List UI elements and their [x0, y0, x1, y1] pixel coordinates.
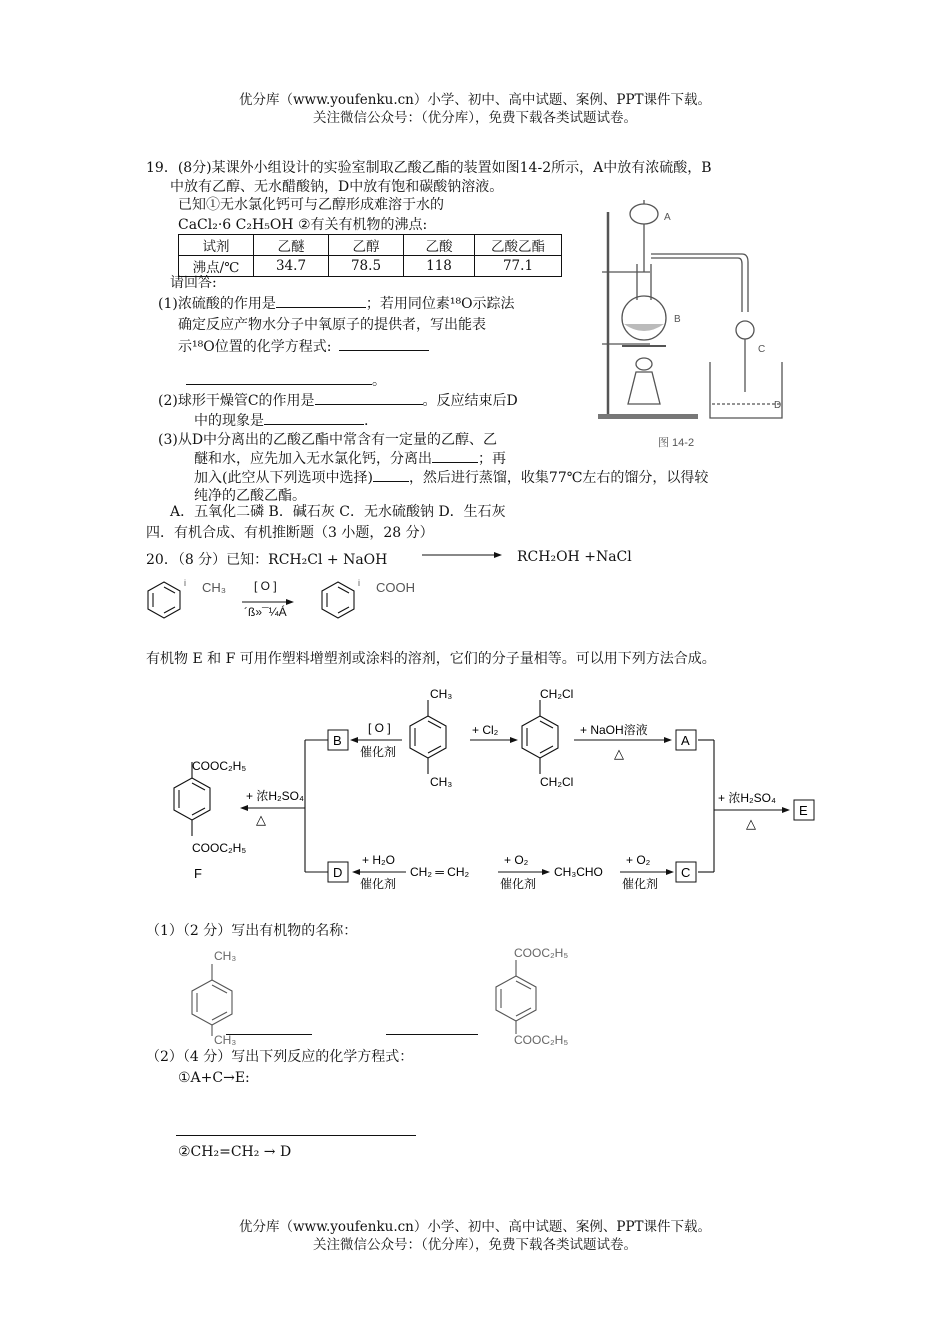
answer-blank[interactable] [432, 448, 478, 463]
bottom-ch2cl: CH₂Cl [540, 775, 574, 789]
table-cell: 78.5 [329, 256, 404, 277]
q19-part3-c: ；再 [478, 451, 506, 467]
answer-blank[interactable] [264, 410, 364, 425]
box-a: A [681, 733, 690, 748]
methyl-group: CH₃ [202, 580, 227, 595]
q19-part1-line1 [158, 293, 515, 313]
box-b: B [333, 733, 342, 748]
table-cell: 118 [404, 256, 475, 277]
structure-top-ch3: CH₃ [214, 949, 237, 963]
q19-part1-a: (1)浓硫酸的作用是 [158, 296, 276, 312]
carboxyl-group: COOH [376, 580, 415, 595]
q19-line-2: 中放有乙醇、无水醋酸钠，D中放有饱和碳酸钠溶液。 [170, 179, 504, 195]
figure-caption: 图 14-2 [658, 437, 695, 449]
answer-blank[interactable] [226, 1020, 312, 1035]
right-mark: i [358, 578, 360, 588]
q19-part3-e: ，然后进行蒸馏，收集77℃左右的馏分，以得较 [408, 470, 709, 486]
arrow-icon [420, 548, 504, 562]
heat-icon: △ [746, 816, 756, 831]
q20-equation-1: ①A+C→E: [178, 1070, 250, 1086]
q19-known-1: 已知①无水氯化钙可与乙醇形成难溶于水的 [178, 197, 444, 213]
q19-part1-d: 示¹⁸O位置的化学方程式: [178, 339, 332, 355]
q19-part2-d: . [364, 413, 369, 429]
xylene-bottom-ch3: CH₃ [430, 775, 453, 789]
oxidant-top: [ O ] [368, 721, 391, 735]
toluene-oxidation-reaction [144, 572, 434, 624]
section-4-title: 四．有机合成、有机推断题（3 小题，28 分） [146, 525, 434, 541]
answer-blank[interactable] [339, 336, 429, 351]
heat-icon: △ [256, 812, 266, 827]
f-label: F [194, 866, 202, 881]
figure-label-b: B [674, 314, 681, 325]
heat-icon: △ [614, 746, 624, 761]
structure-top-ester: COOC₂H₅ [514, 946, 569, 960]
table-header-row [179, 235, 562, 256]
q19-part2-line1 [158, 390, 518, 410]
water-reagent: + H₂O [362, 853, 395, 867]
header-line-1: 优分库（www.youfenku.cn）小学、初中、高中试题、案例、PPT课件下载。 [238, 92, 712, 108]
q19-options: A．五氧化二磷 B．碱石灰 C．无水硫酸钠 D．生石灰 [170, 504, 506, 520]
q19-part2-a: (2)球形干燥管C的作用是 [158, 393, 315, 409]
boiling-point-table [178, 234, 562, 277]
figure-label-d: D [774, 400, 782, 411]
q19-part3-line4: 纯净的乙酸乙酯。 [194, 488, 306, 504]
q19-part2-line2 [194, 410, 368, 430]
q19-part2-c: 中的现象是 [194, 413, 264, 429]
oxygen-reagent-1: + O₂ [504, 853, 529, 867]
h2so4-left: + 浓H₂SO₄ [246, 789, 304, 803]
catalyst-b: 催化剂 [360, 745, 397, 759]
table-cell: 乙醚 [254, 235, 329, 256]
apparatus-figure [592, 192, 804, 454]
answer-blank[interactable] [373, 467, 409, 482]
top-ch2cl: CH₂Cl [540, 687, 574, 701]
q19-part1-b: ；若用同位素¹⁸O示踪法 [365, 296, 515, 312]
naoh-reagent: + NaOH溶液 [580, 723, 648, 737]
structure-bottom-ester: COOC₂H₅ [514, 1033, 569, 1047]
table-cell: 试剂 [179, 235, 254, 256]
table-cell: 乙醇 [329, 235, 404, 256]
table-cell: 77.1 [475, 256, 562, 277]
catalyst-2: 催化剂 [500, 877, 537, 891]
header-line-2: 关注微信公众号：（优分库），免费下载各类试题试卷。 [313, 110, 637, 126]
q20-sub1: （1）（2 分）写出有机物的名称： [146, 923, 358, 939]
oxidant-label: [ O ] [254, 579, 277, 593]
f-top-ester: COOC₂H₅ [192, 759, 247, 773]
xylene-top-ch3: CH₃ [430, 687, 453, 701]
q20-sub2: （2）（4 分）写出下列反应的化学方程式： [146, 1049, 414, 1065]
answer-blank[interactable] [276, 293, 366, 308]
catalyst-d: 催化剂 [360, 877, 397, 891]
oxygen-reagent-2: + O₂ [626, 853, 651, 867]
q19-part3-line2 [194, 448, 506, 468]
ethylene: CH₂ ═ CH₂ [410, 865, 470, 879]
answer-blank[interactable] [176, 1121, 416, 1136]
q20-intro: 20．（8 分）已知：RCH₂Cl + NaOH [146, 552, 388, 568]
box-d: D [333, 865, 343, 880]
q19-part3-b: 醚和水，应先加入无水氯化钙，分离出 [194, 451, 432, 467]
q19-part2-b: 。反应结束后D [422, 393, 518, 409]
h2so4-right: + 浓H₂SO₄ [718, 791, 776, 805]
answer-blank[interactable] [186, 370, 372, 385]
q19-ask: 请回答: [170, 275, 217, 291]
figure-label-a: A [664, 212, 671, 223]
footer-line-1: 优分库（www.youfenku.cn）小学、初中、高中试题、案例、PPT课件下载。 [238, 1219, 712, 1235]
table-cell: 乙酸乙酯 [475, 235, 562, 256]
q19-part3-line1: (3)从D中分离出的乙酸乙酯中常含有一定量的乙醇、乙 [158, 432, 498, 448]
answer-blank[interactable] [315, 390, 423, 405]
chlorine-reagent: + Cl₂ [472, 723, 499, 737]
footer-line-2: 关注微信公众号：（优分库），免费下载各类试题试卷。 [313, 1237, 637, 1253]
q19-line-1: 19．(8分)某课外小组设计的实验室制取乙酸乙酯的装置如图14-2所示，A中放有浓硫酸，B [146, 160, 712, 176]
catalyst-c: 催化剂 [622, 877, 659, 891]
f-bottom-ester: COOC₂H₅ [192, 841, 247, 855]
catalyst-label: ´ß»¯¼Á [244, 605, 287, 619]
synthesis-scheme [170, 686, 830, 900]
q19-part1-e: 。 [372, 373, 386, 389]
q19-part3-d: 加入(此空从下列选项中选择) [194, 470, 373, 486]
q19-part1-line2: 确定反应产物水分子中氧原子的提供者，写出能表 [178, 317, 486, 333]
q19-part1-line3 [178, 336, 429, 356]
q19-known-2: CaCl₂·6 C₂H₅OH ②有关有机物的沸点: [178, 217, 428, 233]
q19-part3-line3 [194, 467, 708, 487]
table-row [179, 256, 562, 277]
acetaldehyde: CH₃CHO [554, 865, 603, 879]
q20-equation-2: ②CH₂=CH₂ → D [178, 1144, 292, 1160]
box-e: E [799, 803, 808, 818]
box-c: C [681, 865, 691, 880]
table-cell: 乙酸 [404, 235, 475, 256]
figure-label-c: C [758, 344, 766, 355]
structure-bottom-ch3: CH₃ [214, 1033, 237, 1047]
q20-intro-product: RCH₂OH +NaCl [517, 549, 632, 565]
diester-structure [490, 940, 600, 1050]
left-mark: i [184, 578, 186, 588]
q19-part1-line4 [186, 370, 386, 390]
q20-description: 有机物 E 和 F 可用作塑料增塑剂或涂料的溶剂，它们的分子量相等。可以用下列方法合成。 [146, 651, 716, 667]
table-cell: 沸点/℃ [179, 256, 254, 277]
answer-blank[interactable] [386, 1020, 478, 1035]
table-cell: 34.7 [254, 256, 329, 277]
